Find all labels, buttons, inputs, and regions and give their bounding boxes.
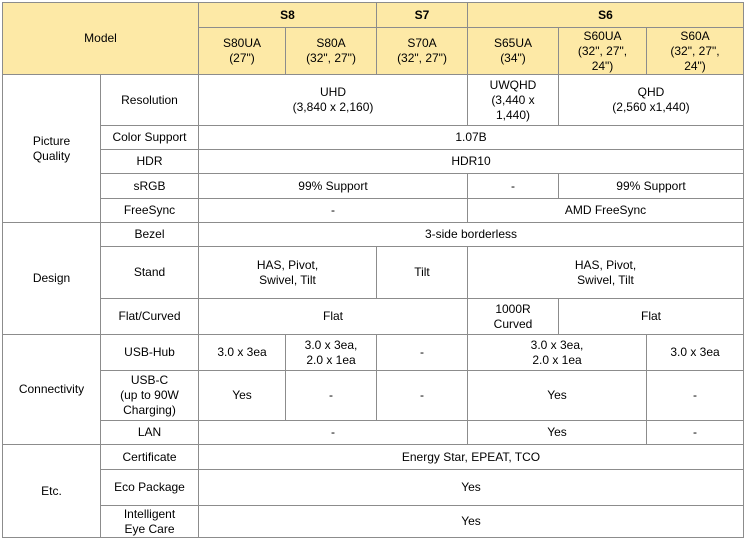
cell-resolution-uhd: UHD (3,840 x 2,160)	[199, 75, 468, 126]
cell-usb-c-s80ua: Yes	[199, 371, 286, 421]
cell-flat-curved-s65ua: 1000R Curved	[468, 299, 559, 335]
row-label-srgb: sRGB	[101, 174, 199, 199]
model-s80ua-header: S80UA (27")	[199, 28, 286, 75]
cell-lan-s60a: -	[647, 421, 744, 445]
cell-srgb-s65ua: -	[468, 174, 559, 199]
cell-lan-s8-s7: -	[199, 421, 468, 445]
series-s6-header: S6	[468, 3, 744, 28]
cell-stand-s6: HAS, Pivot, Swivel, Tilt	[468, 247, 744, 299]
row-label-eco-package: Eco Package	[101, 470, 199, 506]
cell-usb-c-s70a: -	[377, 371, 468, 421]
cell-resolution-qhd: QHD (2,560 x1,440)	[559, 75, 744, 126]
row-label-freesync: FreeSync	[101, 199, 199, 223]
group-picture-quality: Picture Quality	[3, 75, 101, 223]
cell-hdr: HDR10	[199, 150, 744, 174]
cell-usb-hub-s80a: 3.0 x 3ea, 2.0 x 1ea	[286, 335, 377, 371]
cell-stand-s7: Tilt	[377, 247, 468, 299]
row-label-stand: Stand	[101, 247, 199, 299]
cell-usb-c-s80a: -	[286, 371, 377, 421]
cell-bezel: 3-side borderless	[199, 223, 744, 247]
cell-color-support: 1.07B	[199, 126, 744, 150]
group-connectivity: Connectivity	[3, 335, 101, 445]
row-label-lan: LAN	[101, 421, 199, 445]
series-s7-header: S7	[377, 3, 468, 28]
row-label-certificate: Certificate	[101, 445, 199, 470]
model-s60a-header: S60A (32", 27", 24")	[647, 28, 744, 75]
spec-comparison-table	[2, 2, 744, 538]
group-design: Design	[3, 223, 101, 335]
model-s70a-header: S70A (32", 27")	[377, 28, 468, 75]
model-header: Model	[3, 3, 199, 75]
model-s65ua-header: S65UA (34")	[468, 28, 559, 75]
cell-usb-hub-s65ua-s60ua: 3.0 x 3ea, 2.0 x 1ea	[468, 335, 647, 371]
cell-freesync-s8-s7: -	[199, 199, 468, 223]
row-label-flat-curved: Flat/Curved	[101, 299, 199, 335]
group-etc: Etc.	[3, 445, 101, 538]
cell-flat-curved-s60: Flat	[559, 299, 744, 335]
cell-freesync-s6: AMD FreeSync	[468, 199, 744, 223]
cell-usb-c-s60a: -	[647, 371, 744, 421]
row-label-usb-hub: USB-Hub	[101, 335, 199, 371]
row-label-intelligent-eye-care: Intelligent Eye Care	[101, 506, 199, 538]
row-label-resolution: Resolution	[101, 75, 199, 126]
cell-usb-hub-s80ua: 3.0 x 3ea	[199, 335, 286, 371]
cell-lan-s65ua-s60ua: Yes	[468, 421, 647, 445]
cell-usb-hub-s60a: 3.0 x 3ea	[647, 335, 744, 371]
model-s60ua-header: S60UA (32", 27", 24")	[559, 28, 647, 75]
model-s80a-header: S80A (32", 27")	[286, 28, 377, 75]
cell-stand-s8: HAS, Pivot, Swivel, Tilt	[199, 247, 377, 299]
cell-usb-c-s65ua-s60ua: Yes	[468, 371, 647, 421]
row-label-hdr: HDR	[101, 150, 199, 174]
row-label-color-support: Color Support	[101, 126, 199, 150]
row-label-bezel: Bezel	[101, 223, 199, 247]
cell-flat-curved-s8-s7: Flat	[199, 299, 468, 335]
cell-usb-hub-s70a: -	[377, 335, 468, 371]
cell-srgb-s60: 99% Support	[559, 174, 744, 199]
cell-intelligent-eye-care: Yes	[199, 506, 744, 538]
cell-resolution-uwqhd: UWQHD (3,440 x 1,440)	[468, 75, 559, 126]
cell-certificate: Energy Star, EPEAT, TCO	[199, 445, 744, 470]
series-s8-header: S8	[199, 3, 377, 28]
cell-srgb-s8-s7: 99% Support	[199, 174, 468, 199]
cell-eco-package: Yes	[199, 470, 744, 506]
row-label-usb-c: USB-C (up to 90W Charging)	[101, 371, 199, 421]
